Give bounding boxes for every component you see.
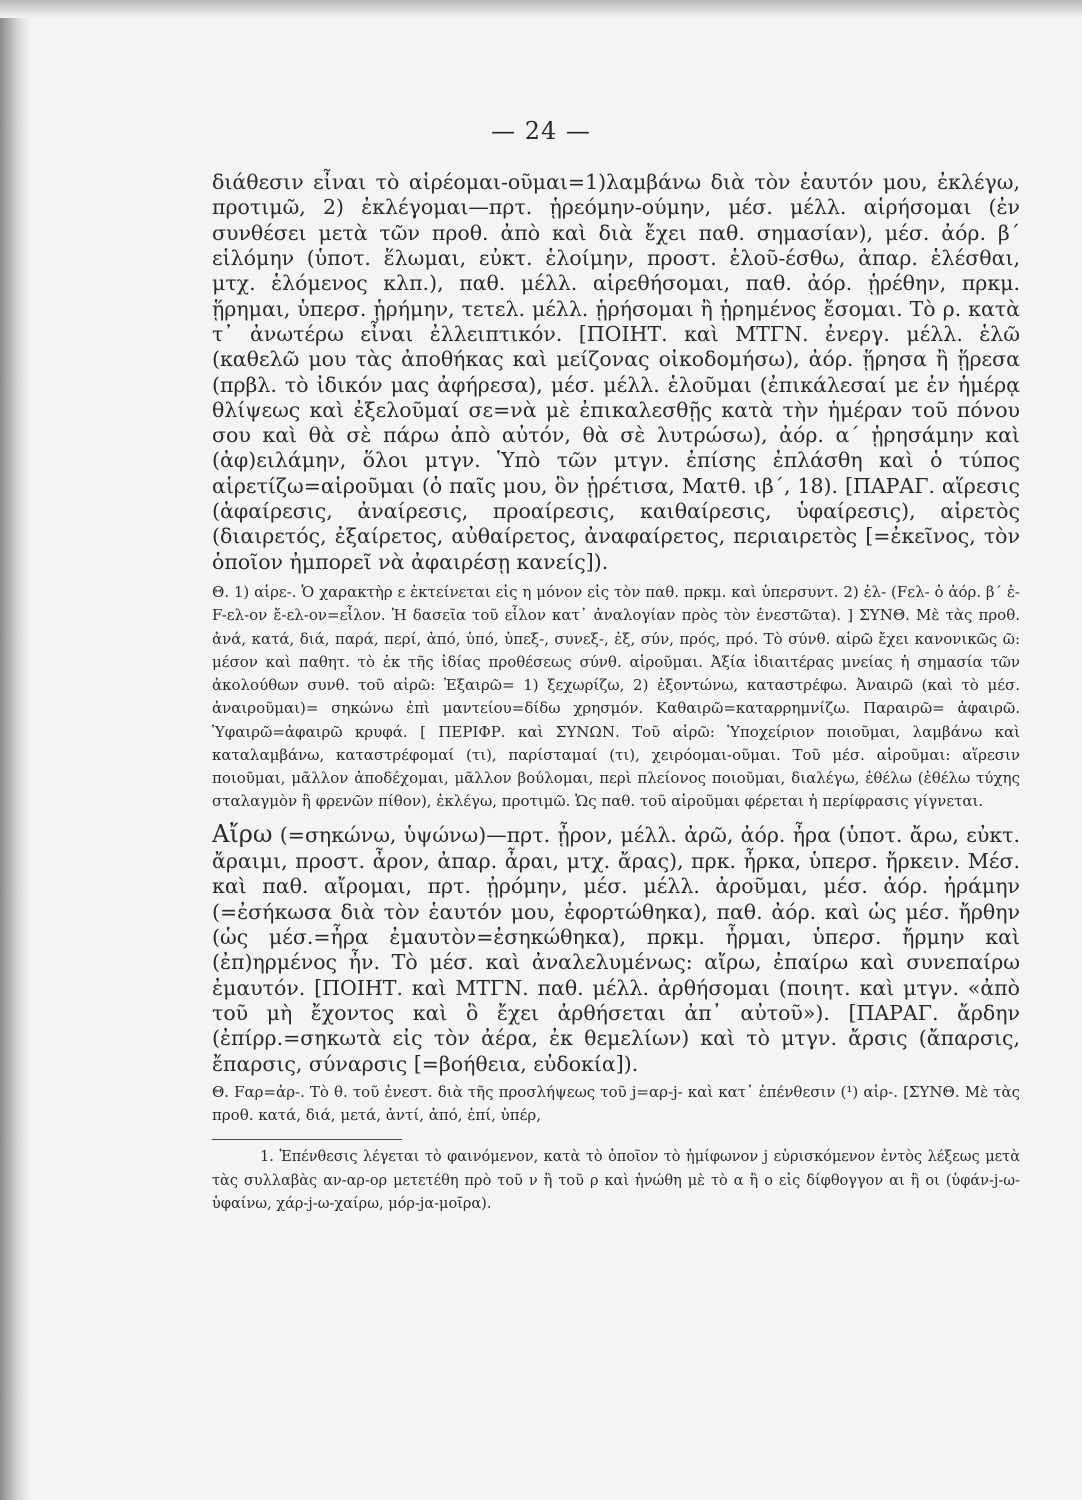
theme-note-2: Θ. Fαρ=ἀρ-. Τὸ θ. τοῦ ἐνεστ. διὰ τῆς προσλήψεως τοῦ j=αρ-j- καὶ κατ᾿ ἐπένθεσιν (¹) αἰρ-. [ΣΥΝΘ. Μὲ τὰς προθ. κατά, διά, μετά, ἀντί, ἀπό, ἐπί, ὑπέρ, <box>212 1082 1020 1125</box>
dictionary-entry <box>212 820 1020 1077</box>
entry-text: (=σηκώνω, ὑψώνω)—πρτ. ᾖρον, μέλλ. ἀρῶ, ἀόρ. ἦρα (ὑποτ. ἄρω, εὐκτ. ἄραιμι, προστ. ἆρον, ἀπαρ. ἆραι, μτχ. ἄρας), πρκ. ἦρκα, ὑπερσ. ἤρκειν. Μέσ. καὶ παθ. αἴρομαι, πρτ. ᾐρόμην, μέσ. μέλλ. ἀροῦμαι, μέσ. ἀόρ. ἠράμην (=ἐσήκωσα διὰ τὸν ἑαυτόν μου, ἐφορτώθηκα), παθ. ἀόρ. καὶ ὡς μέσ. ἤρθην (ὡς μέσ.=ἦρα ἐμαυτὸν=ἐσηκώθηκα), πρκμ. ἦρμαι, ὑπερσ. ἤρμην καὶ (ἐπ)ηρμένος ἦν. Τὸ μέσ. καὶ ἀναλελυμένως: αἴρω, ἐπαίρω καὶ συνεπαίρω ἐμαυτόν. [ΠΟΙΗΤ. καὶ ΜΤΓΝ. παθ. μέλλ. ἀρθήσομαι (ποιητ. καὶ μτγν. «ἀπὸ τοῦ μὴ ἔχοντος καὶ ὃ ἔχει ἀρθήσεται ἀπ᾿ αὐτοῦ»). [ΠΑΡΑΓ. ἄρδην (ἐπίρρ.=σηκωτὰ εἰς τὸν ἀέρα, ἐκ θεμελίων) καὶ τὸ μτγν. ἄρσις (ἄπαρσις, ἔπαρσις, σύναρσις [=βοήθεια, εὐδοκία]). <box>212 822 1020 1076</box>
footnote: 1. Ἐπένθεσις λέγεται τὸ φαινόμενον, κατὰ τὸ ὁποῖον τὸ ἡμίφωνον j εὑρισκόμενον ἐντὸς λέξεως μετὰ τὰς συλλαβὰς αν-αρ-ορ μετετέθη πρὸ τοῦ ν ἢ τοῦ ρ καὶ ἡνώθη μὲ τὸ α ἢ ο εἰς δίφθογγον αι ἢ οι (ὑφάν-j-ω-ὑφαίνω, χάρ-j-ω-χαίρω, μόρ-jα-μοῖρα). <box>212 1149 1020 1212</box>
footnote-divider <box>212 1139 402 1140</box>
page-content <box>212 170 1020 1216</box>
main-paragraph: διάθεσιν εἶναι τὸ αἱρέομαι-οῦμαι=1)λαμβάνω διὰ τὸν ἑαυτόν μου, ἐκλέγω, προτιμῶ, 2) ἐκλέγομαι—πρτ. ᾑρεόμην-ούμην, μέσ. μέλλ. αἱρήσομαι (ἐν συνθέσει μετὰ τῶν προθ. ἀπὸ καὶ διὰ ἔχει παθ. σημασίαν), μέσ. ἀόρ. β΄ εἱλόμην (ὑποτ. ἕλωμαι, εὐκτ. ἑλοίμην, προστ. ἑλοῦ-έσθω, ἀπαρ. ἑλέσθαι, μτχ. ἑλόμενος κλπ.), παθ. μέλλ. αἱρεθήσομαι, παθ. ἀόρ. ᾑρέθην, πρκμ. ᾕρημαι, ὑπερσ. ᾑρήμην, τετελ. μέλλ. ᾑρήσομαι ἢ ᾑρημένος ἔσομαι. Τὸ ρ. κατὰ τ᾿ ἀνωτέρω εἶναι ἐλλειπτικόν. [ΠΟΙΗΤ. καὶ ΜΤΓΝ. ἐνεργ. μέλλ. ἑλῶ (καθελῶ μου τὰς ἀποθήκας καὶ μείζονας οἰκοδομήσω), ἀόρ. ᾕρησα ἢ ᾕρεσα (πρβλ. τὸ ἰδικόν μας ἀφήρεσα), μέσ. μέλλ. ἑλοῦμαι (ἐπικάλεσαί με ἐν ἡμέρᾳ θλίψεως καὶ ἐξελοῦμαί σε=νὰ μὲ ἐπικαλεσθῇς κατὰ τὴν ἡμέραν τοῦ πόνου σου καὶ θὰ σὲ πάρω ἀπὸ αὐτόν, θὰ σὲ λυτρώσω), ἀόρ. α΄ ᾑρησάμην καὶ (ἀφ)ειλάμην, ὅλοι μτγν. Ὑπὸ τῶν μτγν. ἐπίσης ἐπλάσθη καὶ ὁ τύπος αἱρετίζω=αἱροῦμαι (ὁ παῖς μου, ὃν ᾑρέτισα, Ματθ. ιβ΄, 18). [ΠΑΡΑΓ. αἵρεσις (ἀφαίρεσις, ἀναίρεσις, προαίρεσις, καιθαίρεσις, ὑφαίρεσις), αἱρετὸς (διαιρετός, ἐξαίρετος, αὐθαίρετος, ἀναφαίρετος, περιαιρετὸς [=ἐκεῖνος, τὸν ὁποῖον ἠμπορεῖ νὰ ἀφαιρέσῃ κανείς]). <box>212 170 1020 574</box>
page-number: — 24 — <box>491 117 591 145</box>
theme-note: Θ. 1) αἱρε-. Ὁ χαρακτὴρ ε ἐκτείνεται εἰς η μόνον εἰς τὸν παθ. πρκμ. καὶ ὑπερσυντ. 2) ἑλ- (Fελ- ὁ ἀόρ. β΄ ἐ-F-ελ-ον ἔ-ελ-ον=εἷλον. Ἡ δασεῖα τοῦ εἷλον κατ᾿ ἀναλογίαν πρὸς τὸν ἐνεστῶτα). ] ΣΥΝΘ. Μὲ τὰς προθ. ἀνά, κατά, διά, παρά, περί, ἀπό, ὑπό, ὑπεξ-, συνεξ-, ἐξ, σύν, πρός, πρό. Τὸ σύνθ. αἱρῶ ἔχει κανονικῶς ῶ: μέσον καὶ παθητ. τὸ ἐκ τῆς ἰδίας προθέσεως σύνθ. αἱροῦμαι. Ἀξία ἰδιαιτέρας μνείας ἡ σημασία τῶν ἀκολούθων συνθ. τοῦ αἱρῶ: Ἐξαιρῶ= 1) ξεχωρίζω, 2) ἐξοντώνω, καταστρέφω. Ἀναιρῶ (καὶ τὸ μέσ. ἀναιροῦμαι)= σηκώνω ἐπὶ μαντείου=δίδω χρησμόν. Καθαιρῶ=καταρρημνίζω. Παραιρῶ= ἀφαιρῶ. Ὑφαιρῶ=ἀφαιρῶ κρυφά. [ ΠΕΡΙΦΡ. καὶ ΣΥΝΩΝ. Τοῦ αἱρῶ: Ὑποχείριον ποιοῦμαι, λαμβάνω καὶ καταλαμβάνω, καταστρέφομαί (τι), παρίσταμαί (τι), χειρόομαι-οῦμαι. Τοῦ μέσ. αἱροῦμαι: αἵρεσιν ποιοῦμαι, μᾶλλον ἀποδέχομαι, μᾶλλον βούλομαι, περὶ πλείονος ποιοῦμαι, διαλέγω, ἐθέλω (ἐθέλω τύχης σταλαγμὸν ἢ φρενῶν πίθον), ἐκλέγω, προτιμῶ. Ὡς παθ. τοῦ αἱροῦμαι φέρεται ἡ περίφρασις γίγνεται. <box>212 583 1020 811</box>
entry-lemma: Αἴρω <box>212 819 273 848</box>
